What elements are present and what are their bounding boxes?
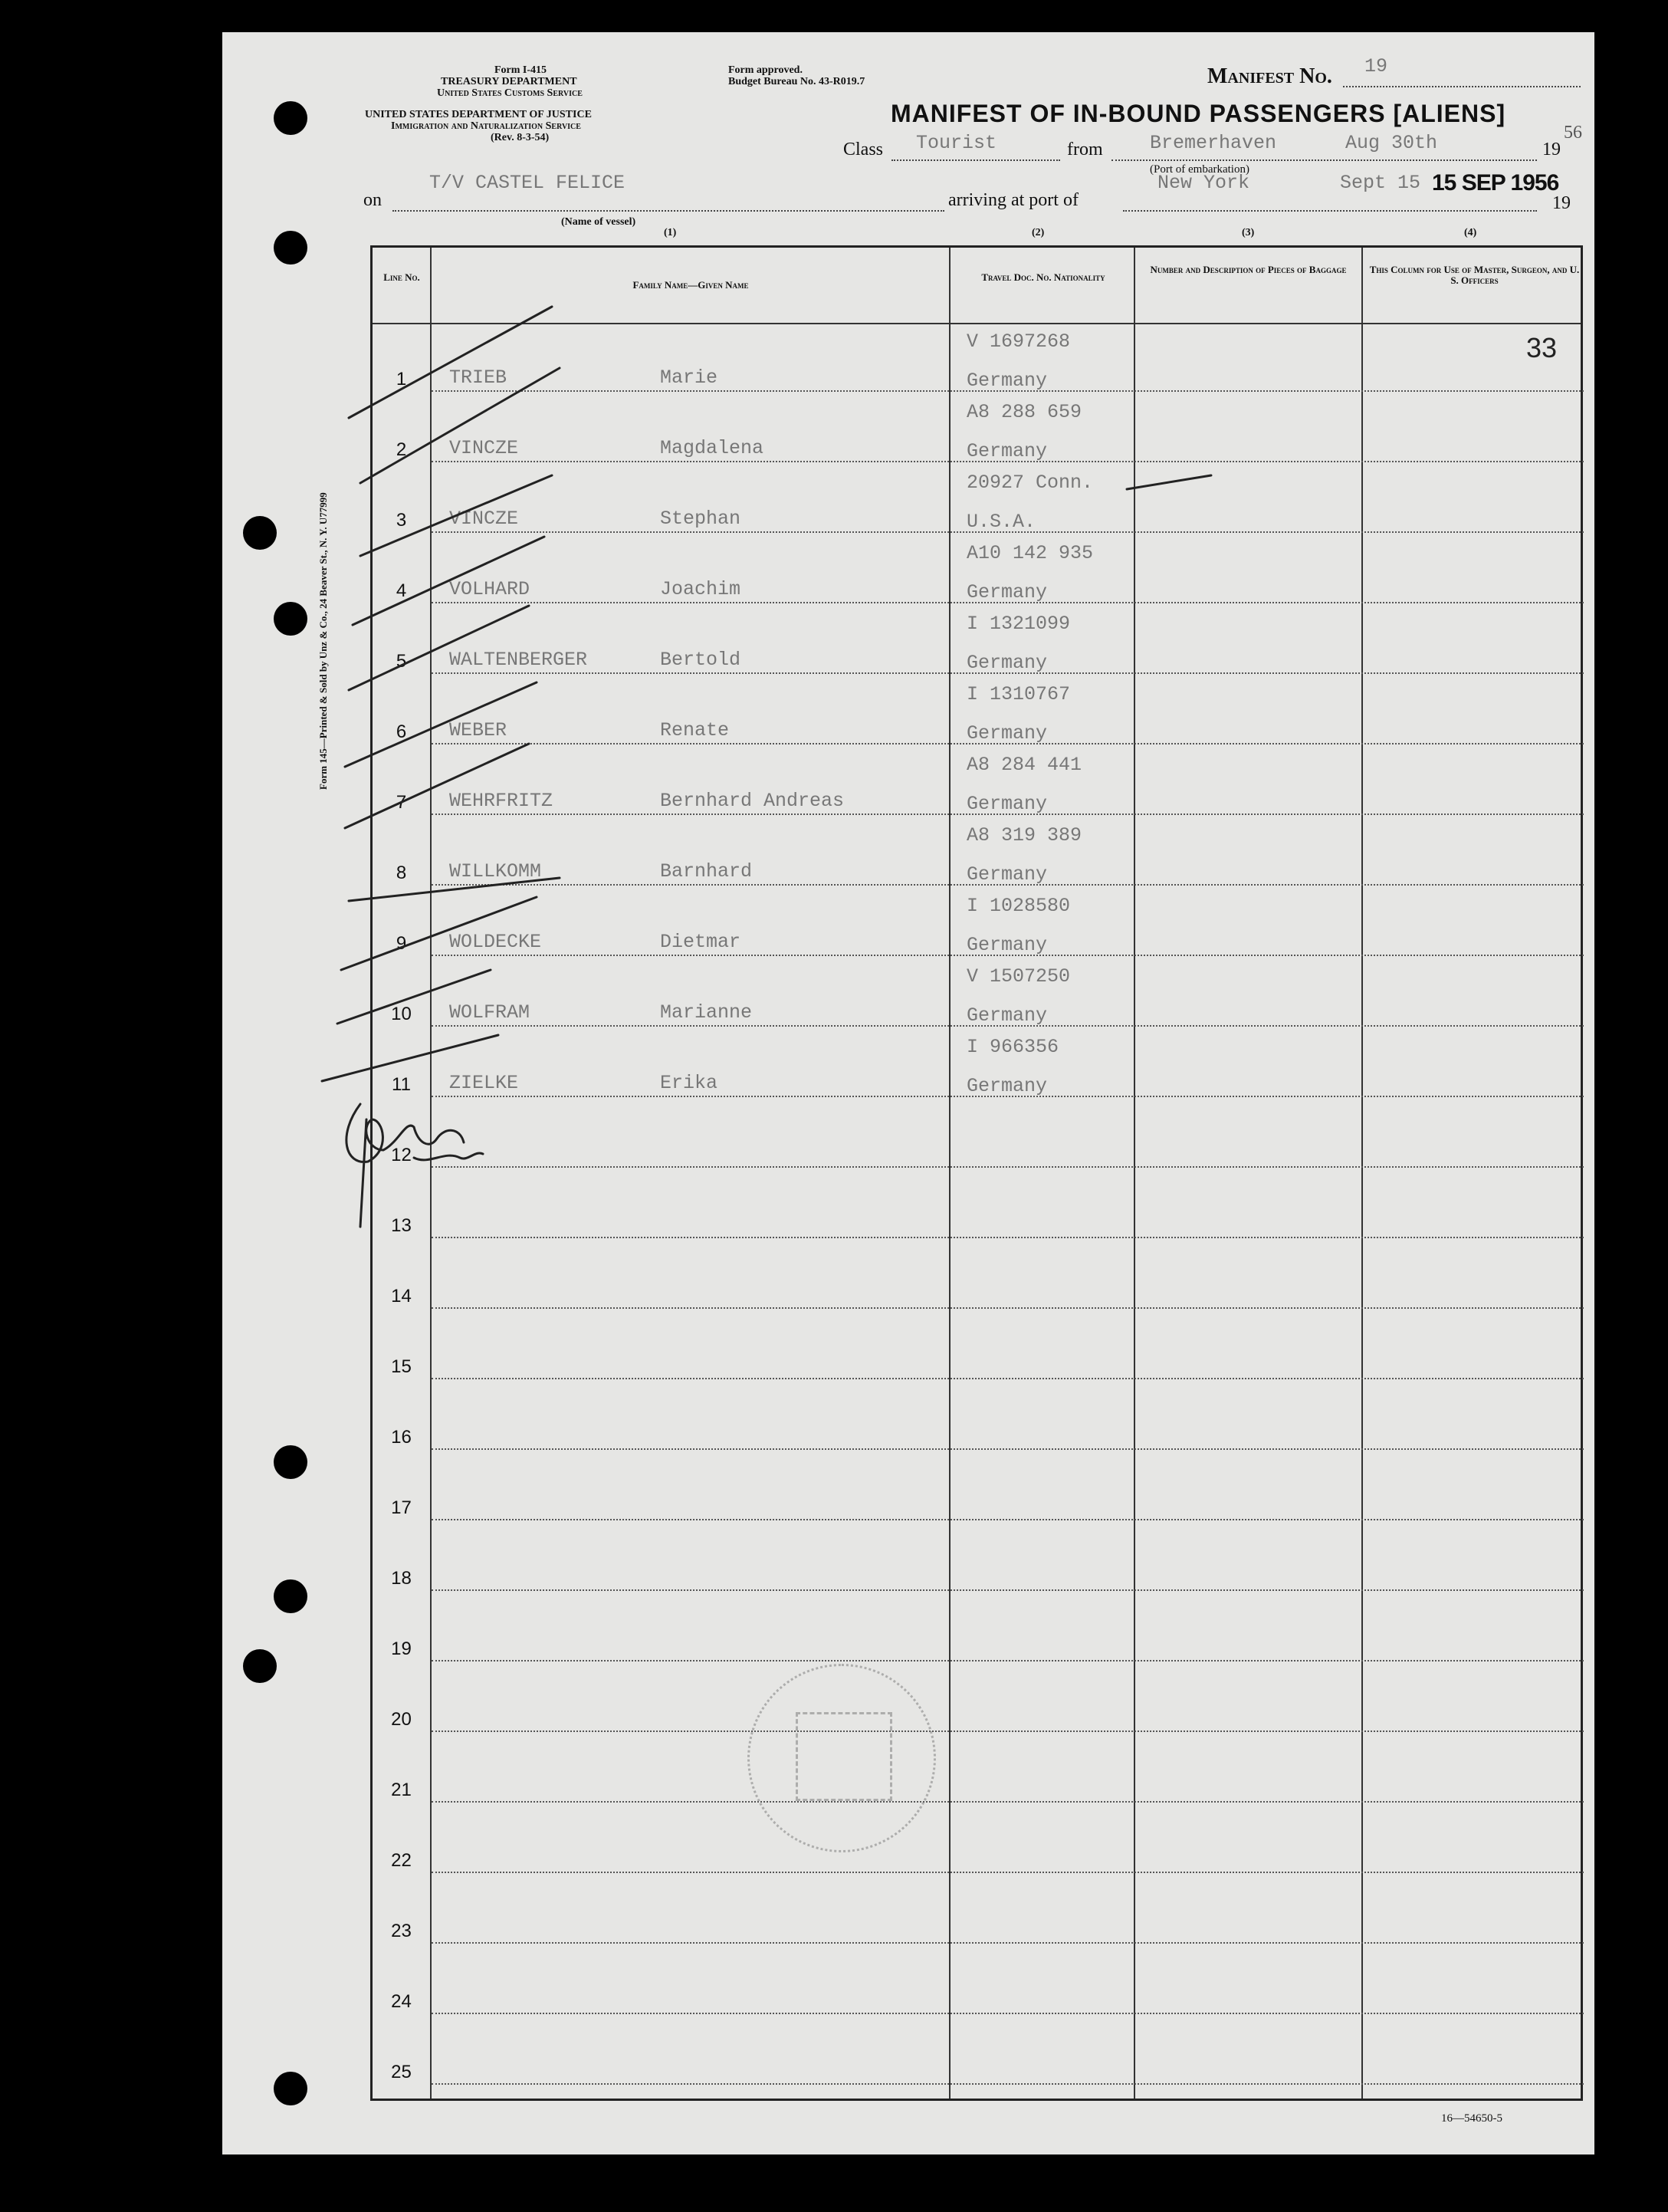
on-label: on	[363, 190, 382, 210]
family-name: WOLDECKE	[449, 931, 542, 953]
line-number: 20	[391, 1709, 412, 1730]
col-num-3: (3)	[1242, 227, 1255, 238]
travel-doc-no: I 1028580	[967, 895, 1071, 917]
header-baggage: Number and Description of Pieces of Baggage	[1150, 264, 1347, 275]
line-number: 19	[391, 1638, 412, 1659]
given-name: Renate	[660, 719, 730, 741]
customs-service: United States Customs Service	[437, 87, 583, 99]
manifest-no-label: Manifest No.	[1207, 64, 1332, 88]
from-value: Bremerhaven	[1150, 132, 1277, 154]
line-number: 4	[396, 580, 407, 601]
travel-doc-no: 20927 Conn.	[967, 472, 1094, 494]
line-number: 3	[396, 510, 407, 531]
given-name: Bernhard Andreas	[660, 790, 845, 812]
col-num-4: (4)	[1464, 227, 1477, 238]
nationality: Germany	[967, 1075, 1048, 1097]
vessel-value: T/V CASTEL FELICE	[429, 172, 626, 194]
class-label: Class	[843, 140, 884, 159]
family-name: TRIEB	[449, 366, 507, 389]
travel-doc-no: I 1321099	[967, 613, 1071, 635]
given-name: Barnhard	[660, 860, 753, 882]
given-name: Dietmar	[660, 931, 741, 953]
line-number: 10	[391, 1004, 412, 1024]
given-name: Marianne	[660, 1001, 753, 1024]
family-name: WEHRFRITZ	[449, 790, 553, 812]
given-name: Marie	[660, 366, 718, 389]
year-prefix: 19	[1542, 140, 1561, 159]
given-name: Magdalena	[660, 437, 764, 459]
line-number: 11	[392, 1074, 411, 1095]
check-mark	[341, 897, 537, 970]
line-number: 8	[396, 863, 407, 883]
nationality: Germany	[967, 652, 1048, 674]
class-value: Tourist	[916, 132, 997, 154]
check-mark	[360, 368, 560, 483]
line-number: 2	[396, 439, 407, 460]
line-number: 12	[391, 1145, 412, 1165]
from-label: from	[1067, 140, 1103, 159]
travel-doc-no: I 966356	[967, 1036, 1059, 1058]
vessel-label: (Name of vessel)	[561, 216, 636, 228]
line-number: 18	[391, 1568, 412, 1589]
family-name: WOLFRAM	[449, 1001, 530, 1024]
arrival-port: New York	[1157, 172, 1250, 194]
family-name: WILLKOMM	[449, 860, 542, 882]
arrival-stamp: 15 SEP 1956	[1432, 170, 1559, 196]
family-name: WEBER	[449, 719, 507, 741]
arrival-date: Sept 15	[1340, 172, 1421, 194]
justice-dept: UNITED STATES DEPARTMENT OF JUSTICE	[365, 109, 592, 120]
nationality: Germany	[967, 863, 1048, 886]
manifest-no-value: 19	[1364, 55, 1388, 77]
line-number: 24	[391, 1991, 412, 2012]
line-number: 5	[396, 651, 407, 672]
header-name: Family Name—Given Name	[632, 279, 749, 291]
arrival-year-prefix: 19	[1552, 193, 1571, 213]
travel-doc-no: V 1697268	[967, 330, 1071, 353]
nationality: Germany	[967, 370, 1048, 392]
family-name: VOLHARD	[449, 578, 530, 600]
travel-doc-no: A10 142 935	[967, 542, 1094, 564]
line-number: 22	[391, 1850, 412, 1871]
family-name: WALTENBERGER	[449, 649, 588, 671]
port-embarkation-label: (Port of embarkation)	[1150, 163, 1249, 176]
line-number: 17	[391, 1497, 412, 1518]
check-mark	[345, 744, 529, 828]
page-title: MANIFEST OF IN-BOUND PASSENGERS [ALIENS]	[891, 100, 1506, 127]
travel-doc-no: A8 288 659	[967, 401, 1082, 423]
revision: (Rev. 8-3-54)	[491, 132, 550, 143]
line-number: 23	[391, 1921, 412, 1941]
departure-date: Aug 30th	[1345, 132, 1438, 154]
check-mark	[349, 307, 552, 418]
line-number: 9	[396, 933, 407, 954]
check-mark	[349, 606, 529, 690]
arriving-label: arriving at port of	[948, 190, 1079, 210]
line-number: 14	[391, 1286, 412, 1306]
check-mark	[360, 475, 552, 556]
nationality: Germany	[967, 581, 1048, 603]
line-number: 1	[396, 369, 407, 389]
given-name: Bertold	[660, 649, 741, 671]
line-number: 6	[396, 721, 407, 742]
line-number: 15	[391, 1356, 412, 1377]
travel-doc-no: I 1310767	[967, 683, 1071, 705]
nationality: Germany	[967, 934, 1048, 956]
header-line-no: Line No.	[383, 271, 420, 283]
check-mark	[337, 970, 491, 1024]
nationality: U.S.A.	[967, 511, 1036, 533]
check-mark	[349, 878, 560, 901]
nationality: Germany	[967, 1004, 1048, 1027]
line-number: 25	[391, 2062, 412, 2082]
travel-doc-no: A8 319 389	[967, 824, 1082, 846]
col-num-2: (2)	[1032, 227, 1045, 238]
check-mark	[322, 1035, 498, 1081]
form-number: Form I-415	[494, 64, 547, 76]
line-number: 16	[391, 1427, 412, 1448]
travel-doc-no: A8 284 441	[967, 754, 1082, 776]
ins-service: Immigration and Naturalization Service	[391, 120, 581, 132]
header-officers: This Column for Use of Master, Surgeon, and U. S. Officers	[1369, 264, 1580, 286]
travel-doc-no: V 1507250	[967, 965, 1071, 988]
departure-year: 56	[1564, 123, 1582, 143]
header-travel-doc: Travel Doc. No. Nationality	[981, 271, 1105, 283]
given-name: Stephan	[660, 508, 741, 530]
given-name: Joachim	[660, 578, 741, 600]
family-name: VINCZE	[449, 508, 519, 530]
line-number: 21	[391, 1780, 412, 1800]
nationality: Germany	[967, 440, 1048, 462]
nationality: Germany	[967, 722, 1048, 744]
budget-bureau: Budget Bureau No. 43-R019.7	[728, 76, 865, 87]
given-name: Erika	[660, 1072, 718, 1094]
col-num-1: (1)	[664, 227, 677, 238]
inspector-initials	[346, 1104, 483, 1227]
check-mark	[1127, 475, 1211, 489]
officer-count: 33	[1526, 332, 1558, 363]
form-approved: Form approved.	[728, 64, 803, 76]
family-name: ZIELKE	[449, 1072, 519, 1094]
family-name: VINCZE	[449, 437, 519, 459]
nationality: Germany	[967, 793, 1048, 815]
treasury-dept: TREASURY DEPARTMENT	[441, 76, 577, 87]
printer-side-text: Form 145—Printed & Sold by Unz & Co., 24 Beaver St., N. Y. U77999	[317, 492, 329, 790]
footer-code: 16—54650-5	[1441, 2112, 1502, 2125]
line-number: 7	[396, 792, 407, 813]
line-number: 13	[391, 1215, 412, 1236]
